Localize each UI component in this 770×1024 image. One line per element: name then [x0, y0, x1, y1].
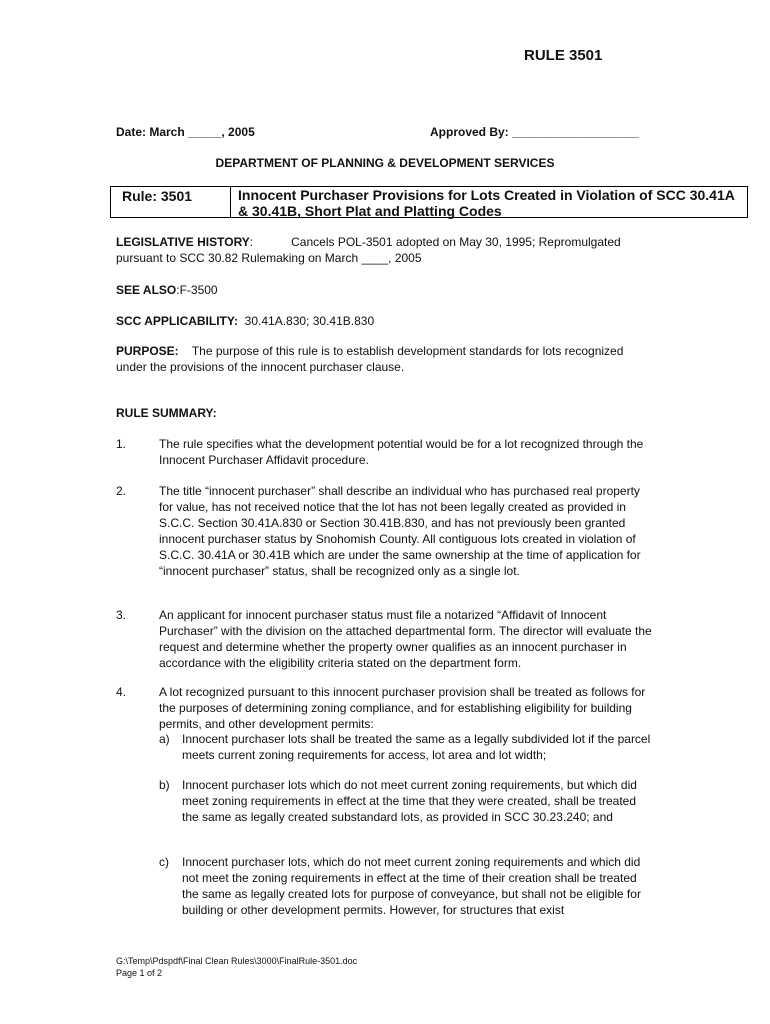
item-text: An applicant for innocent purchaser status must file a notarized “Affidavit of Innocent Purchaser” with the division on the attached departmental form. The director will evaluate the request and determine whether the property owner qualifies as an innocent purchaser in accordance with the eligibility criteria stated on the department form.: [159, 608, 652, 670]
rule-title-box: [110, 186, 748, 218]
subitem-text: Innocent purchaser lots which do not meet current zoning requirements, but which did meet zoning requirements in effect at the time that they were created, shall be treated the same as legally created substandard lots, as provided in SCC 30.23.240; and: [182, 778, 637, 824]
item-number: 1.: [116, 437, 127, 451]
item-number: 4.: [116, 685, 127, 699]
date-line: Date: March _____, 2005: [116, 125, 255, 139]
subitem-letter: c): [159, 855, 169, 869]
subitem-letter: a): [159, 732, 170, 746]
rule-title: Innocent Purchaser Provisions for Lots Created in Violation of SCC 30.41A & 30.41B, Short Plat and Platting Codes: [238, 187, 735, 219]
subitem-letter: b): [159, 778, 170, 792]
approved-by-line: Approved By: ___________________: [430, 125, 639, 139]
legislative-history: LEGISLATIVE HISTORY: Cancels POL-3501 adopted on May 30, 1995; Repromulgated pursuant to SCC 30.82 Rulemaking on March ____, 2005: [116, 235, 621, 265]
see-also: SEE ALSO:F-3500: [116, 283, 218, 297]
scc-applicability: [116, 313, 656, 329]
item-text: The title “innocent purchaser” shall describe an individual who has purchased real property for value, has not received notice that the lot has not been legally created as provided in S.C.C. Section 30.41A.830 or Section 30.41B.830, and has not previously been granted innocent purchaser status by Snohomish County. All contiguous lots created in violation of S.C.C. 30.41A or 30.41B which are under the same ownership at the time of application for “innocent purchaser” status, shall be recognized only as a single lot.: [159, 484, 641, 578]
rule-summary-heading: RULE SUMMARY:: [116, 406, 217, 420]
rule-number-heading: RULE 3501: [524, 47, 603, 64]
purpose-text: The purpose of this rule is to establish development standards for lots recognized under the provisions of the innocent purchaser clause.: [116, 344, 624, 374]
subitem-text: Innocent purchaser lots shall be treated the same as a legally subdivided lot if the parcel meets current zoning requirements for access, lot area and lot width;: [182, 732, 651, 762]
department-name: DEPARTMENT OF PLANNING & DEVELOPMENT SERVICES: [215, 156, 555, 170]
subitem-text: Innocent purchaser lots, which do not meet current zoning requirements and which did not meet the zoning requirements in effect at the time of their creation shall be treated the same as legally created lots for purpose of conveyance, but shall not be eligible for building or other development permits. However, for structures that exist: [182, 855, 641, 917]
purpose-label: PURPOSE:: [116, 344, 179, 358]
see-also-text: F-3500: [179, 283, 218, 297]
item-number: 2.: [116, 484, 127, 498]
page-footer: [116, 955, 357, 979]
legislative-history-text: Cancels POL-3501 adopted on May 30, 1995; Repromulgated pursuant to SCC 30.82 Rulemaking on March ____, 2005: [116, 235, 621, 265]
item-number: 3.: [116, 608, 127, 622]
item-text: A lot recognized pursuant to this innocent purchaser provision shall be treated as follows for the purposes of determining zoning compliance, and for establishing eligibility for building permits, and other development permits:: [159, 685, 646, 731]
purpose: [116, 343, 656, 375]
scc-applicability-text: 30.41A.830; 30.41B.830: [244, 314, 375, 328]
file-path: G:\Temp\Pdspdf\Final Clean Rules\3000\FinalRule-3501.doc: [116, 956, 358, 966]
legislative-history-label: LEGISLATIVE HISTORY: [116, 235, 250, 249]
rule-label: Rule: 3501: [111, 187, 231, 217]
scc-applicability-label: SCC APPLICABILITY:: [116, 314, 238, 328]
see-also-label: SEE ALSO: [116, 283, 177, 297]
page-number: Page 1 of 2: [116, 968, 163, 978]
item-text: The rule specifies what the development potential would be for a lot recognized through the Innocent Purchaser Affidavit procedure.: [159, 437, 644, 467]
